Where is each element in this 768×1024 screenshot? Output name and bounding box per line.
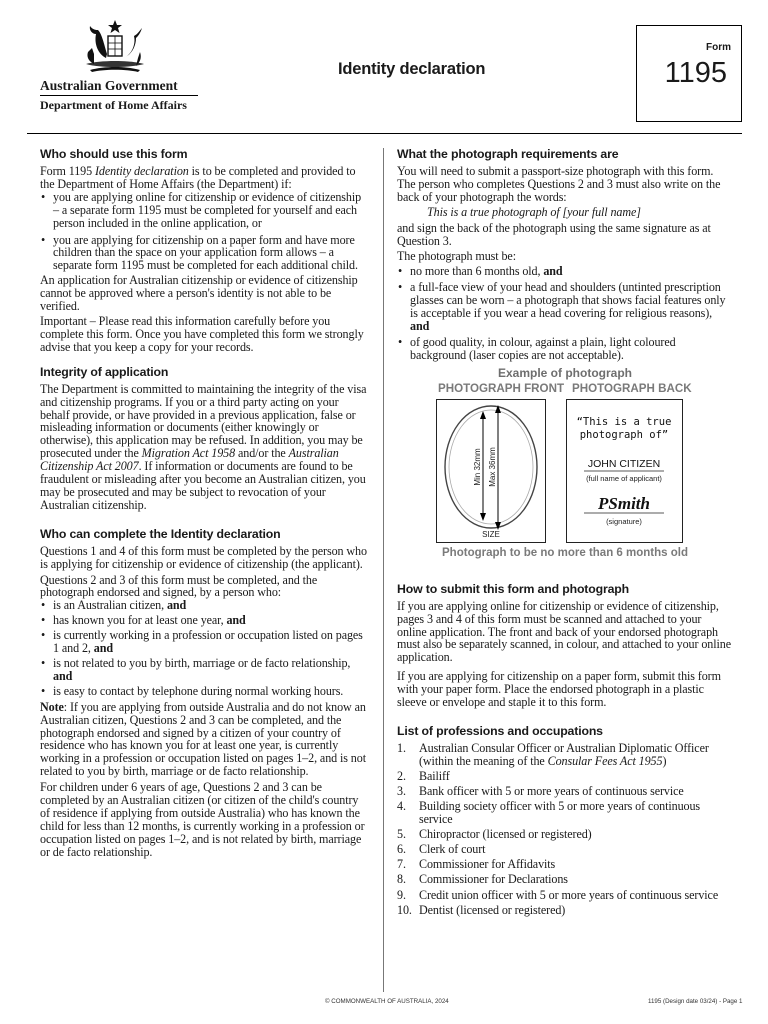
back-signature: PSmith: [598, 493, 650, 513]
government-name-rule: [40, 95, 198, 96]
list-item: • is not related to you by birth, marriage or de facto relationship, and: [40, 657, 368, 683]
citizenship-act: Australian Citizenship Act 2007: [40, 446, 339, 474]
list-item: • you are applying for citizenship on a paper form and have more children than the space on your application form allows – a separate form 1195 must be completed for each additional child.: [40, 234, 368, 273]
photo-back-label: PHOTOGRAPH BACK: [572, 381, 692, 395]
copyright-text: © COMMONWEALTH OF AUSTRALIA, 2024: [325, 998, 449, 1005]
photo-diagram: [397, 399, 733, 545]
who-should-p3: Important – Please read this information carefully before you complete this form. Once you have completed this form we strongly advise that you keep a copy for your records.: [40, 313, 364, 354]
who-can-p2: Questions 2 and 3 of this form must be completed, and the photograph endorsed and signed, by a person who:: [40, 572, 318, 600]
photo-example-title: Example of photograph: [497, 365, 632, 380]
professions-heading: List of professions and occupations: [397, 723, 603, 738]
list-item: • no more than 6 months old, and: [397, 265, 733, 278]
photo-front-label: PHOTOGRAPH FRONT: [438, 381, 565, 395]
form-number-box: [636, 25, 742, 122]
coat-of-arms-logo: [80, 18, 150, 76]
photo-quote: This is a true photograph of [your full name]: [427, 204, 641, 219]
page-header: [0, 0, 768, 134]
list-item: • a full-face view of your head and shoulders (untinted prescription glasses can be worn – a photograph that shows facial features only is acceptable if you wear a head covering for religious reasons), and: [397, 281, 733, 333]
right-column: [397, 146, 733, 919]
size-label: SIZE: [482, 529, 500, 539]
list-item: 10. Dentist (licensed or registered): [397, 902, 566, 917]
photo-example: [397, 366, 733, 559]
form-name-italic: Identity declaration: [95, 164, 189, 178]
integrity-heading: Integrity of application: [40, 364, 169, 379]
photo-example-labels: [397, 382, 733, 399]
who-should-heading: Who should use this form: [40, 147, 188, 161]
who-should-list: [40, 191, 368, 272]
submit-p2: If you are applying for citizenship on a paper form, submit this form with your paper form. Place the endorsed photograph in a plastic sleeve or envelope and staple it to this form.: [397, 669, 721, 710]
note-text: Note: If you are applying from outside Australia and do not know an Australian citizen, Questions 2 and 3 can be completed, and the photograph endorsed and signed by a citizen of your country of residence who has known you for at least one year, is currently working in a profession or occupation listed on pages 1–2, and is not related to you by birth, marriage or de facto relationship.: [40, 699, 366, 779]
form-number: 1195: [664, 57, 727, 89]
migration-act: Migration Act 1958: [141, 446, 236, 461]
list-item: • has known you for at least one year, and: [40, 614, 368, 627]
government-name: Australian Government: [40, 78, 178, 93]
who-should-p2: An application for Australian citizenship or evidence of citizenship cannot be approved where a person's identity is not able to be verified.: [40, 273, 358, 314]
list-item: • of good quality, in colour, against a plain, light coloured background (laser copies are not acceptable).: [397, 336, 733, 362]
column-divider: [383, 148, 384, 992]
note-label: Note: [40, 699, 64, 714]
list-item: 2. Bailiff: [397, 768, 450, 783]
submit-heading: How to submit this form and photograph: [397, 581, 630, 596]
submit-p1: If you are applying online for citizenship or evidence of citizenship, pages 3 and 4 of this form must be scanned and attached to your online application. The front and back of your endorsed photograph must also be separately scanned, in colour, and attached to your online application.: [397, 598, 731, 665]
list-item: 7. Commissioner for Affidavits: [397, 857, 556, 872]
who-can-heading: Who can complete the Identity declaration: [40, 526, 281, 541]
list-item: • is an Australian citizen, and: [40, 599, 368, 612]
photo-p2: and sign the back of the photograph using the same signature as at Question 3.: [397, 220, 711, 248]
left-column: [40, 146, 368, 859]
min-size-label: Min 32mm: [473, 448, 482, 486]
back-line-1: “This is a true: [576, 415, 672, 428]
list-item: 4. Building society officer with 5 or more years of continuous service: [397, 799, 701, 827]
photo-requirements-heading: What the photograph requirements are: [397, 147, 619, 161]
page-info: 1195 (Design date 03/24) - Page 1: [648, 998, 743, 1005]
photo-diagram-svg: [436, 399, 684, 545]
photo-list: [397, 265, 733, 361]
professions-list: [397, 742, 733, 917]
integrity-text: The Department is committed to maintaining the integrity of the visa and citizenship programs. If you or a third party acting on your behalf provide, or have provided in a previous application, false or misleading information or documents (either knowingly or otherwise), this application may be refused. In addition, you may be prosecuted under the Migration Act 1958 and/or the Australian Citizenship Act 2007. If information or documents are found to be fraudulent or misleading after you become an Australian citizen, you may be prosecuted and may be subject to revocation of your Australian citizenship.: [40, 381, 367, 512]
page-title: Identity declaration: [338, 60, 486, 78]
max-size-label: Max 36mm: [488, 446, 497, 487]
back-line-2: photograph of”: [579, 428, 669, 441]
list-item: • is currently working in a profession or occupation listed on pages 1 and 2, and: [40, 629, 368, 655]
list-item: 6. Clerk of court: [397, 842, 486, 857]
list-item: • you are applying online for citizenship or evidence of citizenship – a separate form 1195 must be completed for yourself and each person included in the online application, or: [40, 191, 368, 230]
photo-p1: You will need to submit a passport-size photograph with this form. The person who completes Questions 2 and 3 must also write on the back of your photograph the words:: [397, 164, 721, 204]
children-text: For children under 6 years of age, Questions 2 and 3 can be completed by an Australian citizen (or citizen of the child's country of residence if applying from outside Australia) who has known the child for less than 12 months, is currently working in a profession or occupation listed on pages 1–2, and is not related by birth, marriage or de facto relationship.: [40, 780, 365, 859]
department-name: Department of Home Affairs: [40, 98, 187, 112]
list-item: • is easy to contact by telephone during normal working hours.: [40, 685, 368, 698]
who-should-intro: Form 1195 Identity declaration is to be completed and provided to the Department of Home Affairs (the Department) if:: [40, 164, 356, 191]
list-item: 9. Credit union officer with 5 or more years of continuous service: [397, 887, 719, 902]
photo-p3: The photograph must be:: [397, 249, 516, 264]
photo-example-caption: Photograph to be no more than 6 months old: [442, 546, 688, 559]
back-signature-caption: (signature): [606, 516, 642, 526]
list-item: 5. Chiropractor (licensed or registered): [397, 827, 592, 842]
list-item: 8. Commissioner for Declarations: [397, 872, 568, 887]
back-name: JOHN CITIZEN: [587, 457, 661, 470]
form-label: Form: [706, 42, 731, 53]
header-divider: [27, 133, 742, 134]
list-item: 1. Australian Consular Officer or Australian Diplomatic Officer (within the meaning of the Consular Fees Act 1955): [397, 740, 709, 768]
who-can-p1: Questions 1 and 4 of this form must be completed by the person who is applying for citizenship or evidence of citizenship (the applicant).: [40, 543, 367, 571]
who-can-list: [40, 599, 368, 697]
back-name-caption: (full name of applicant): [586, 473, 662, 483]
list-item: 3. Bank officer with 5 or more years of continuous service: [397, 784, 684, 799]
